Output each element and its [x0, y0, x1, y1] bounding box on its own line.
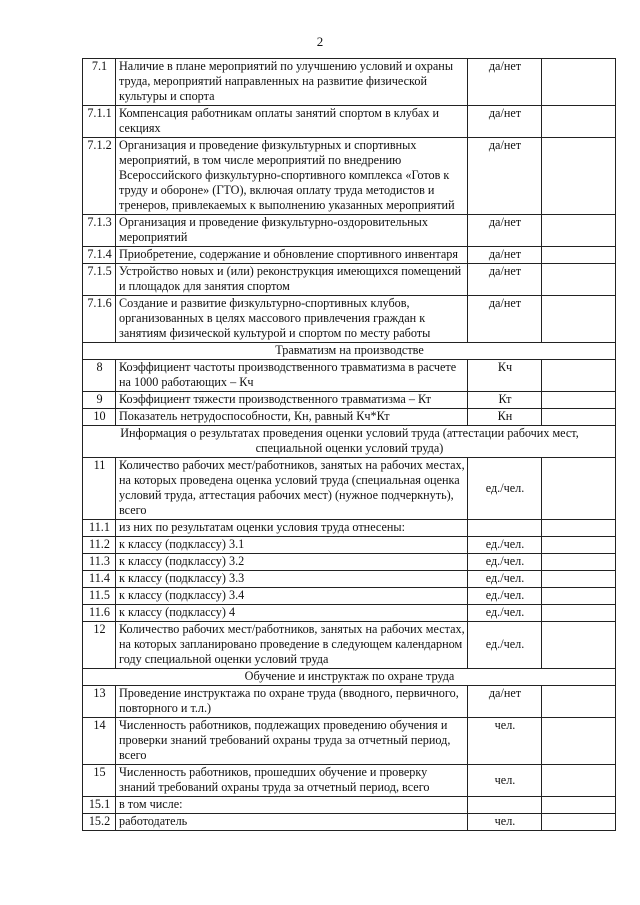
row-description: Создание и развитие физкультурно-спортивных клубов, организованных в целях массового привлечения граждан к занятиям физической культурой и спортом по месту работы [116, 296, 468, 343]
row-number: 11.5 [83, 588, 116, 605]
table-row [83, 59, 616, 106]
row-value [542, 458, 616, 520]
row-description: Количество рабочих мест/работников, занятых на рабочих местах, на которых запланировано проведение в следующем календарном году специальной оценки условий труда [116, 622, 468, 669]
row-description: к классу (подклассу) 3.1 [116, 537, 468, 554]
row-number: 12 [83, 622, 116, 669]
row-unit: ед./чел. [468, 622, 542, 669]
table-row [83, 686, 616, 718]
row-description: работодатель [116, 814, 468, 831]
row-value [542, 106, 616, 138]
section-header-row [83, 426, 616, 458]
section-header-row [83, 343, 616, 360]
row-number: 7.1.3 [83, 215, 116, 247]
row-unit: ед./чел. [468, 588, 542, 605]
row-number: 11 [83, 458, 116, 520]
page-number: 2 [316, 34, 324, 49]
row-unit: да/нет [468, 296, 542, 343]
row-description: Показатель нетрудоспособности, Кн, равный Кч*Кт [116, 409, 468, 426]
row-description: в том числе: [116, 797, 468, 814]
table-row [83, 718, 616, 765]
row-number: 11.3 [83, 554, 116, 571]
table-row [83, 458, 616, 520]
section-title: Информация о результатах проведения оценки условий труда (аттестации рабочих мест, специальной оценки условий труда) [83, 426, 616, 458]
row-unit: ед./чел. [468, 537, 542, 554]
row-unit: чел. [468, 814, 542, 831]
row-value [542, 605, 616, 622]
row-description: к классу (подклассу) 3.3 [116, 571, 468, 588]
section-title: Обучение и инструктаж по охране труда [83, 669, 616, 686]
row-description: к классу (подклассу) 3.4 [116, 588, 468, 605]
row-unit: да/нет [468, 138, 542, 215]
row-description: Наличие в плане мероприятий по улучшению условий и охраны труда, мероприятий направленных на развитие физической культуры и спорта [116, 59, 468, 106]
row-description: Приобретение, содержание и обновление спортивного инвентаря [116, 247, 468, 264]
section-header-row [83, 669, 616, 686]
row-value [542, 360, 616, 392]
row-unit: да/нет [468, 686, 542, 718]
table-row [83, 360, 616, 392]
row-description: Компенсация работникам оплаты занятий спортом в клубах и секциях [116, 106, 468, 138]
table-row [83, 797, 616, 814]
row-description: Проведение инструктажа по охране труда (вводного, первичного, повторного и т.л.) [116, 686, 468, 718]
table-row [83, 814, 616, 831]
row-description: Численность работников, прошедших обучение и проверку знаний требований охраны труда за отчетный период, всего [116, 765, 468, 797]
row-value [542, 765, 616, 797]
row-description: Организация и проведение физкультурных и спортивных мероприятий, в том числе мероприятий по внедрению Всероссийского физкультурно-спортивного комплекса «Готов к труду и обороне» (ГТО), включая оплату труда методистов и тренеров, привлекаемых к выполнению указанных мероприятий [116, 138, 468, 215]
indicators-table [82, 58, 616, 831]
row-number: 8 [83, 360, 116, 392]
table-row [83, 622, 616, 669]
table-row [83, 520, 616, 537]
row-unit: ед./чел. [468, 554, 542, 571]
row-unit: чел. [468, 765, 542, 797]
row-number: 15.2 [83, 814, 116, 831]
table-row [83, 392, 616, 409]
row-description: Численность работников, подлежащих проведению обучения и проверки знаний требований охраны труда за отчетный период, всего [116, 718, 468, 765]
row-number: 11.6 [83, 605, 116, 622]
row-value [542, 247, 616, 264]
table-row [83, 409, 616, 426]
table-row [83, 296, 616, 343]
row-value [542, 622, 616, 669]
row-unit [468, 797, 542, 814]
row-value [542, 588, 616, 605]
row-unit: ед./чел. [468, 605, 542, 622]
row-value [542, 138, 616, 215]
row-unit: да/нет [468, 106, 542, 138]
row-description: Коэффициент тяжести производственного травматизма – Кт [116, 392, 468, 409]
row-unit: Кн [468, 409, 542, 426]
row-number: 15 [83, 765, 116, 797]
row-unit: чел. [468, 718, 542, 765]
table-row [83, 571, 616, 588]
row-value [542, 264, 616, 296]
table-row [83, 247, 616, 264]
row-number: 15.1 [83, 797, 116, 814]
row-number: 7.1 [83, 59, 116, 106]
row-unit: да/нет [468, 264, 542, 296]
row-value [542, 686, 616, 718]
table-row [83, 765, 616, 797]
table-row [83, 215, 616, 247]
table-row [83, 605, 616, 622]
row-unit: ед./чел. [468, 458, 542, 520]
row-number: 14 [83, 718, 116, 765]
row-value [542, 797, 616, 814]
row-number: 11.1 [83, 520, 116, 537]
row-number: 7.1.5 [83, 264, 116, 296]
row-value [542, 59, 616, 106]
table-row [83, 138, 616, 215]
table-body [83, 59, 616, 831]
row-value [542, 215, 616, 247]
table-row [83, 106, 616, 138]
row-description: Коэффициент частоты производственного травматизма в расчете на 1000 работающих – Кч [116, 360, 468, 392]
row-unit: да/нет [468, 59, 542, 106]
row-number: 7.1.1 [83, 106, 116, 138]
row-unit: Кт [468, 392, 542, 409]
table-row [83, 588, 616, 605]
row-value [542, 409, 616, 426]
section-title: Травматизм на производстве [83, 343, 616, 360]
row-value [542, 296, 616, 343]
row-description: к классу (подклассу) 3.2 [116, 554, 468, 571]
row-description: Количество рабочих мест/работников, занятых на рабочих местах, на которых проведена оценка условий труда (специальная оценка условий труда, аттестация рабочих мест) (нужное подчеркнуть), всего [116, 458, 468, 520]
row-unit [468, 520, 542, 537]
row-number: 10 [83, 409, 116, 426]
row-description: Устройство новых и (или) реконструкция имеющихся помещений и площадок для занятия спортом [116, 264, 468, 296]
row-number: 11.2 [83, 537, 116, 554]
row-number: 7.1.2 [83, 138, 116, 215]
table-row [83, 554, 616, 571]
row-value [542, 392, 616, 409]
row-value [542, 718, 616, 765]
row-description: из них по результатам оценки условия труда отнесены: [116, 520, 468, 537]
row-number: 13 [83, 686, 116, 718]
row-value [542, 814, 616, 831]
row-description: к классу (подклассу) 4 [116, 605, 468, 622]
row-number: 7.1.6 [83, 296, 116, 343]
table-row [83, 537, 616, 554]
row-description: Организация и проведение физкультурно-оздоровительных мероприятий [116, 215, 468, 247]
table-row [83, 264, 616, 296]
row-unit: Кч [468, 360, 542, 392]
row-unit: да/нет [468, 215, 542, 247]
row-value [542, 520, 616, 537]
row-unit: да/нет [468, 247, 542, 264]
row-number: 7.1.4 [83, 247, 116, 264]
row-value [542, 571, 616, 588]
row-number: 11.4 [83, 571, 116, 588]
row-value [542, 554, 616, 571]
row-unit: ед./чел. [468, 571, 542, 588]
row-value [542, 537, 616, 554]
row-number: 9 [83, 392, 116, 409]
